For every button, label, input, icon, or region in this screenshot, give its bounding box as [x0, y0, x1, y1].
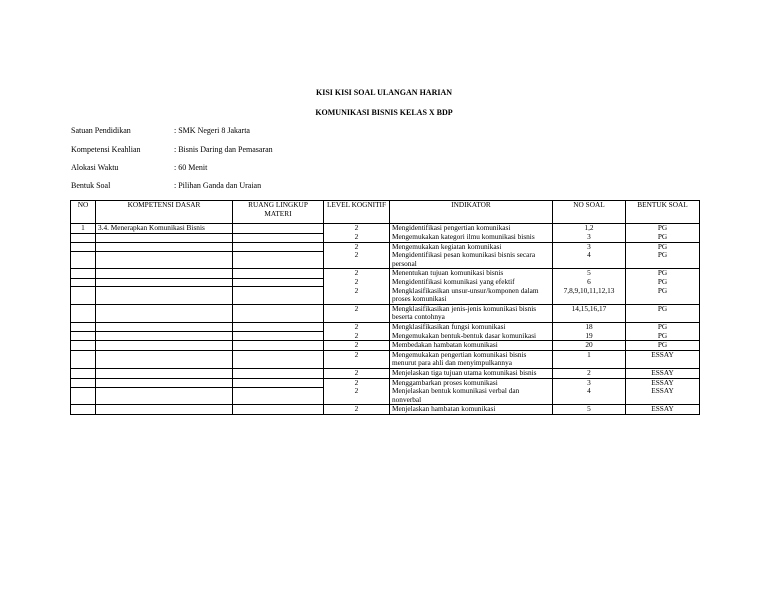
header-level-kognitif: LEVEL KOGNITIF: [324, 201, 390, 224]
cell-level-kognitif: 2: [324, 387, 390, 405]
table-row: [71, 287, 700, 305]
cell-no-soal: 1: [553, 350, 626, 368]
meta-label-alokasi: Alokasi Waktu: [71, 163, 119, 172]
cell-indikator: Menggambarkan proses komunikasi: [390, 378, 553, 387]
meta-label-satuan: Satuan Pendidikan: [71, 126, 131, 135]
cell-level-kognitif: 2: [324, 369, 390, 379]
table-row: [71, 251, 700, 269]
cell-no-soal: 19: [553, 332, 626, 341]
cell-indikator: Mengidentifikasi pengertian komunikasi: [390, 224, 553, 234]
meta-value-alokasi: : 60 Menit: [174, 163, 208, 172]
cell-level-kognitif: 2: [324, 224, 390, 234]
cell-no: [71, 269, 96, 278]
cell-no: [71, 387, 96, 405]
cell-no: [71, 233, 96, 242]
header-kompetensi-dasar: KOMPETENSI DASAR: [96, 201, 233, 224]
cell-level-kognitif: 2: [324, 350, 390, 368]
meta-value-satuan: : SMK Negeri 8 Jakarta: [174, 126, 250, 135]
table-row: [71, 224, 700, 234]
cell-no-soal: 4: [553, 251, 626, 269]
cell-no-soal: 20: [553, 341, 626, 351]
table-row: [71, 369, 700, 379]
cell-indikator: Mengklasifikasikan jenis-jenis komunikasi bisnis beserta contohnya: [390, 304, 553, 322]
cell-no-soal: 6: [553, 278, 626, 287]
cell-ruang-lingkup: [233, 323, 324, 332]
cell-level-kognitif: 2: [324, 378, 390, 387]
cell-no: [71, 332, 96, 341]
header-bentuk-soal: BENTUK SOAL: [626, 201, 700, 224]
cell-ruang-lingkup: [233, 350, 324, 368]
cell-indikator: Mengemukakan bentuk-bentuk dasar komunikasi: [390, 332, 553, 341]
cell-no: [71, 378, 96, 387]
cell-level-kognitif: 2: [324, 341, 390, 351]
cell-kompetensi-dasar: [96, 287, 233, 305]
cell-ruang-lingkup: [233, 251, 324, 269]
cell-no-soal: 1,2: [553, 224, 626, 234]
cell-no: [71, 287, 96, 305]
cell-indikator: Mengklasifikasikan unsur-unsur/komponen dalam proses komunikasi: [390, 287, 553, 305]
cell-kompetensi-dasar: [96, 378, 233, 387]
table-row: [71, 269, 700, 278]
cell-indikator: Menjelaskan bentuk komunikasi verbal dan nonverbal: [390, 387, 553, 405]
cell-indikator: Menjelaskan tiga tujuan utama komunikasi bisnis: [390, 369, 553, 379]
cell-kompetensi-dasar: [96, 332, 233, 341]
cell-ruang-lingkup: [233, 278, 324, 287]
table-row: [71, 405, 700, 415]
table-row: [71, 323, 700, 332]
table-row: [71, 233, 700, 242]
cell-indikator: Mengidentifikasi pesan komunikasi bisnis secara personal: [390, 251, 553, 269]
cell-indikator: Mengemukakan pengertian komunikasi bisnis menurut para ahli dan menyimpulkannya: [390, 350, 553, 368]
cell-ruang-lingkup: [233, 233, 324, 242]
cell-bentuk-soal: PG: [626, 323, 700, 332]
meta-label-kompetensi: Kompetensi Keahlian: [71, 145, 141, 154]
cell-bentuk-soal: PG: [626, 287, 700, 305]
cell-indikator: Menjelaskan hambatan komunikasi: [390, 405, 553, 415]
cell-indikator: Membedakan hambatan komunikasi: [390, 341, 553, 351]
cell-no-soal: 7,8,9,10,11,12,13: [553, 287, 626, 305]
table-row: [71, 387, 700, 405]
table-row: [71, 242, 700, 251]
cell-indikator: Mengemukakan kategori ilmu komunikasi bisnis: [390, 233, 553, 242]
header-indikator: INDIKATOR: [390, 201, 553, 224]
cell-indikator: Mengidentifikasi komunikasi yang efektif: [390, 278, 553, 287]
cell-kompetensi-dasar: [96, 233, 233, 242]
cell-kompetensi-dasar: [96, 341, 233, 351]
cell-ruang-lingkup: [233, 287, 324, 305]
cell-no: [71, 242, 96, 251]
cell-bentuk-soal: ESSAY: [626, 405, 700, 415]
cell-ruang-lingkup: [233, 304, 324, 322]
cell-no-soal: 3: [553, 378, 626, 387]
cell-bentuk-soal: PG: [626, 269, 700, 278]
cell-ruang-lingkup: [233, 341, 324, 351]
cell-bentuk-soal: PG: [626, 278, 700, 287]
table-row: [71, 332, 700, 341]
cell-no: [71, 251, 96, 269]
cell-level-kognitif: 2: [324, 278, 390, 287]
cell-kompetensi-dasar: [96, 323, 233, 332]
cell-level-kognitif: 2: [324, 269, 390, 278]
cell-bentuk-soal: PG: [626, 242, 700, 251]
cell-kompetensi-dasar: [96, 304, 233, 322]
cell-level-kognitif: 2: [324, 233, 390, 242]
cell-no-soal: 3: [553, 233, 626, 242]
cell-bentuk-soal: ESSAY: [626, 378, 700, 387]
cell-bentuk-soal: PG: [626, 224, 700, 234]
cell-no: [71, 350, 96, 368]
cell-bentuk-soal: PG: [626, 304, 700, 322]
document-subtitle: KOMUNIKASI BISNIS KELAS X BDP: [315, 108, 453, 117]
cell-ruang-lingkup: [233, 242, 324, 251]
table-row: [71, 341, 700, 351]
cell-bentuk-soal: PG: [626, 341, 700, 351]
cell-no: [71, 405, 96, 415]
table-row: [71, 278, 700, 287]
cell-bentuk-soal: ESSAY: [626, 387, 700, 405]
cell-no-soal: 14,15,16,17: [553, 304, 626, 322]
cell-ruang-lingkup: [233, 224, 324, 234]
cell-no-soal: 2: [553, 369, 626, 379]
cell-no-soal: 5: [553, 269, 626, 278]
cell-no: [71, 341, 96, 351]
cell-level-kognitif: 2: [324, 405, 390, 415]
table-header-row: [71, 201, 700, 224]
cell-bentuk-soal: PG: [626, 332, 700, 341]
cell-ruang-lingkup: [233, 269, 324, 278]
cell-no-soal: 4: [553, 387, 626, 405]
cell-kompetensi-dasar: 3.4. Menerapkan Komunikasi Bisnis: [96, 224, 233, 234]
meta-value-bentuk: : Pilihan Ganda dan Uraian: [174, 181, 262, 190]
cell-indikator: Mengemukakan kegiatan komunikasi: [390, 242, 553, 251]
cell-no-soal: 5: [553, 405, 626, 415]
cell-indikator: Menentukan tujuan komunikasi bisnis: [390, 269, 553, 278]
meta-value-kompetensi: : Bisnis Daring dan Pemasaran: [174, 145, 273, 154]
cell-kompetensi-dasar: [96, 269, 233, 278]
cell-no-soal: 3: [553, 242, 626, 251]
cell-kompetensi-dasar: [96, 350, 233, 368]
table-body: [71, 224, 700, 415]
cell-no: [71, 323, 96, 332]
cell-kompetensi-dasar: [96, 242, 233, 251]
cell-no: 1: [71, 224, 96, 234]
cell-no: [71, 304, 96, 322]
cell-level-kognitif: 2: [324, 251, 390, 269]
cell-level-kognitif: 2: [324, 323, 390, 332]
table-row: [71, 378, 700, 387]
cell-bentuk-soal: PG: [626, 233, 700, 242]
kisi-table: [70, 200, 700, 415]
cell-kompetensi-dasar: [96, 278, 233, 287]
cell-ruang-lingkup: [233, 332, 324, 341]
meta-label-bentuk: Bentuk Soal: [71, 181, 111, 190]
cell-kompetensi-dasar: [96, 251, 233, 269]
cell-no-soal: 18: [553, 323, 626, 332]
cell-level-kognitif: 2: [324, 304, 390, 322]
cell-ruang-lingkup: [233, 405, 324, 415]
cell-ruang-lingkup: [233, 369, 324, 379]
cell-ruang-lingkup: [233, 378, 324, 387]
cell-kompetensi-dasar: [96, 387, 233, 405]
cell-indikator: Mengklasifikasikan fungsi komunikasi: [390, 323, 553, 332]
cell-no: [71, 278, 96, 287]
header-no: NO: [71, 201, 96, 224]
cell-ruang-lingkup: [233, 387, 324, 405]
cell-bentuk-soal: ESSAY: [626, 350, 700, 368]
cell-bentuk-soal: PG: [626, 251, 700, 269]
cell-bentuk-soal: ESSAY: [626, 369, 700, 379]
cell-kompetensi-dasar: [96, 369, 233, 379]
cell-level-kognitif: 2: [324, 287, 390, 305]
header-no-soal: NO SOAL: [553, 201, 626, 224]
cell-no: [71, 369, 96, 379]
header-ruang-lingkup: RUANG LINGKUP MATERI: [233, 201, 324, 224]
cell-level-kognitif: 2: [324, 332, 390, 341]
document-title: KISI KISI SOAL ULANGAN HARIAN: [315, 88, 453, 97]
cell-level-kognitif: 2: [324, 242, 390, 251]
table-row: [71, 304, 700, 322]
cell-kompetensi-dasar: [96, 405, 233, 415]
table-row: [71, 350, 700, 368]
